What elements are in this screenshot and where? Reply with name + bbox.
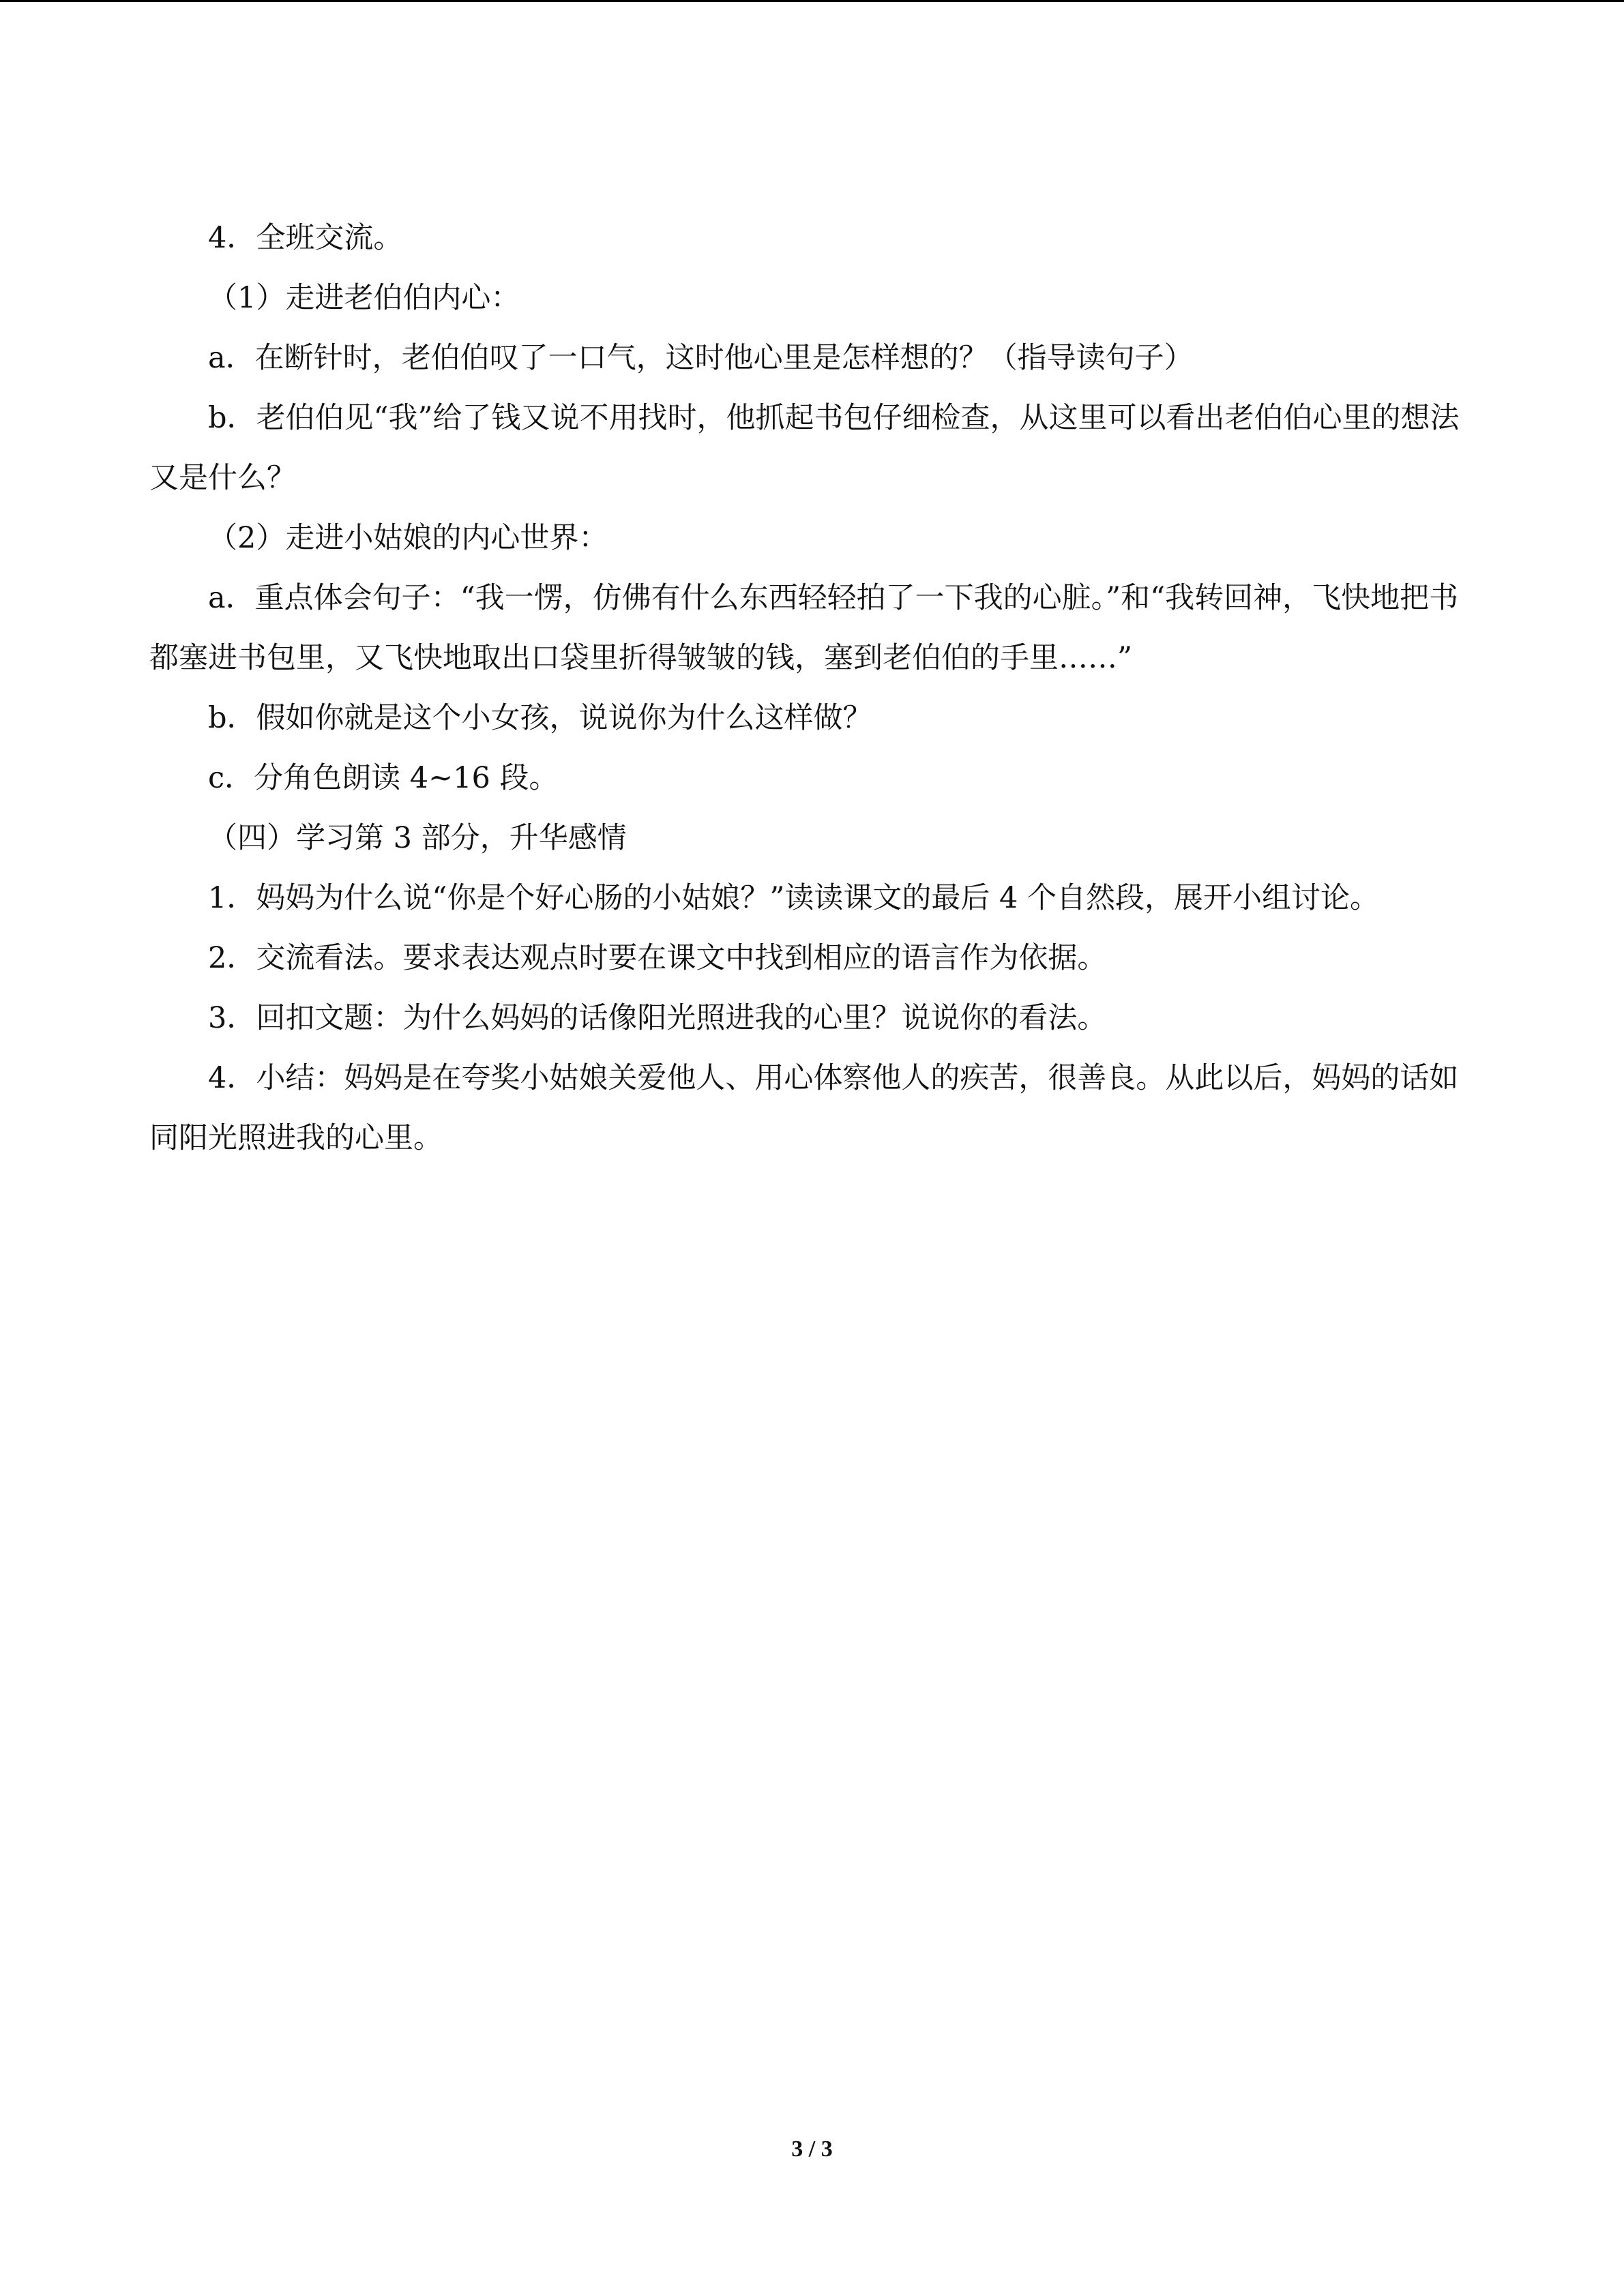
paragraph: 4．小结：妈妈是在夸奖小姑娘关爱他人、用心体察他人的疾苦，很善良。从此以后，妈妈的话如同阳光照进我的心里。 (149, 1061, 1459, 1155)
paragraph: 3．回扣文题：为什么妈妈的话像阳光照进我的心里？说说你的看法。 (208, 1001, 1107, 1035)
page-number: 3 / 3 (791, 2136, 833, 2162)
paragraph: 1．妈妈为什么说“你是个好心肠的小姑娘？”读读课文的最后 4 个自然段，展开小组讨论。 (208, 881, 1380, 915)
paragraph: 4．全班交流。 (208, 221, 403, 255)
paragraph: a．在断针时，老伯伯叹了一口气，这时他心里是怎样想的？（指导读句子） (208, 341, 1194, 375)
paragraph: b．老伯伯见“我”给了钱又说不用找时，他抓起书包仔细检查，从这里可以看出老伯伯心里的想法又是什么？ (149, 401, 1460, 495)
paragraph: （1）走进老伯伯内心： (208, 281, 520, 315)
paragraph: c．分角色朗读 4~16 段。 (208, 761, 559, 795)
paragraph: 2．交流看法。要求表达观点时要在课文中找到相应的语言作为依据。 (208, 941, 1107, 975)
section-heading: （四）学习第 3 部分，升华感情 (208, 821, 627, 855)
page-top-border (0, 0, 1624, 2)
document-body (149, 208, 1479, 1168)
paragraph: （2）走进小姑娘的内心世界： (208, 521, 608, 555)
paragraph: a．重点体会句子：“我一愣，仿佛有什么东西轻轻拍了一下我的心脏。”和“我转回神，飞快地把书都塞进书包里，又飞快地取出口袋里折得皱皱的钱，塞到老伯伯的手里……” (149, 581, 1459, 675)
paragraph: b．假如你就是这个小女孩，说说你为什么这样做？ (208, 701, 872, 735)
